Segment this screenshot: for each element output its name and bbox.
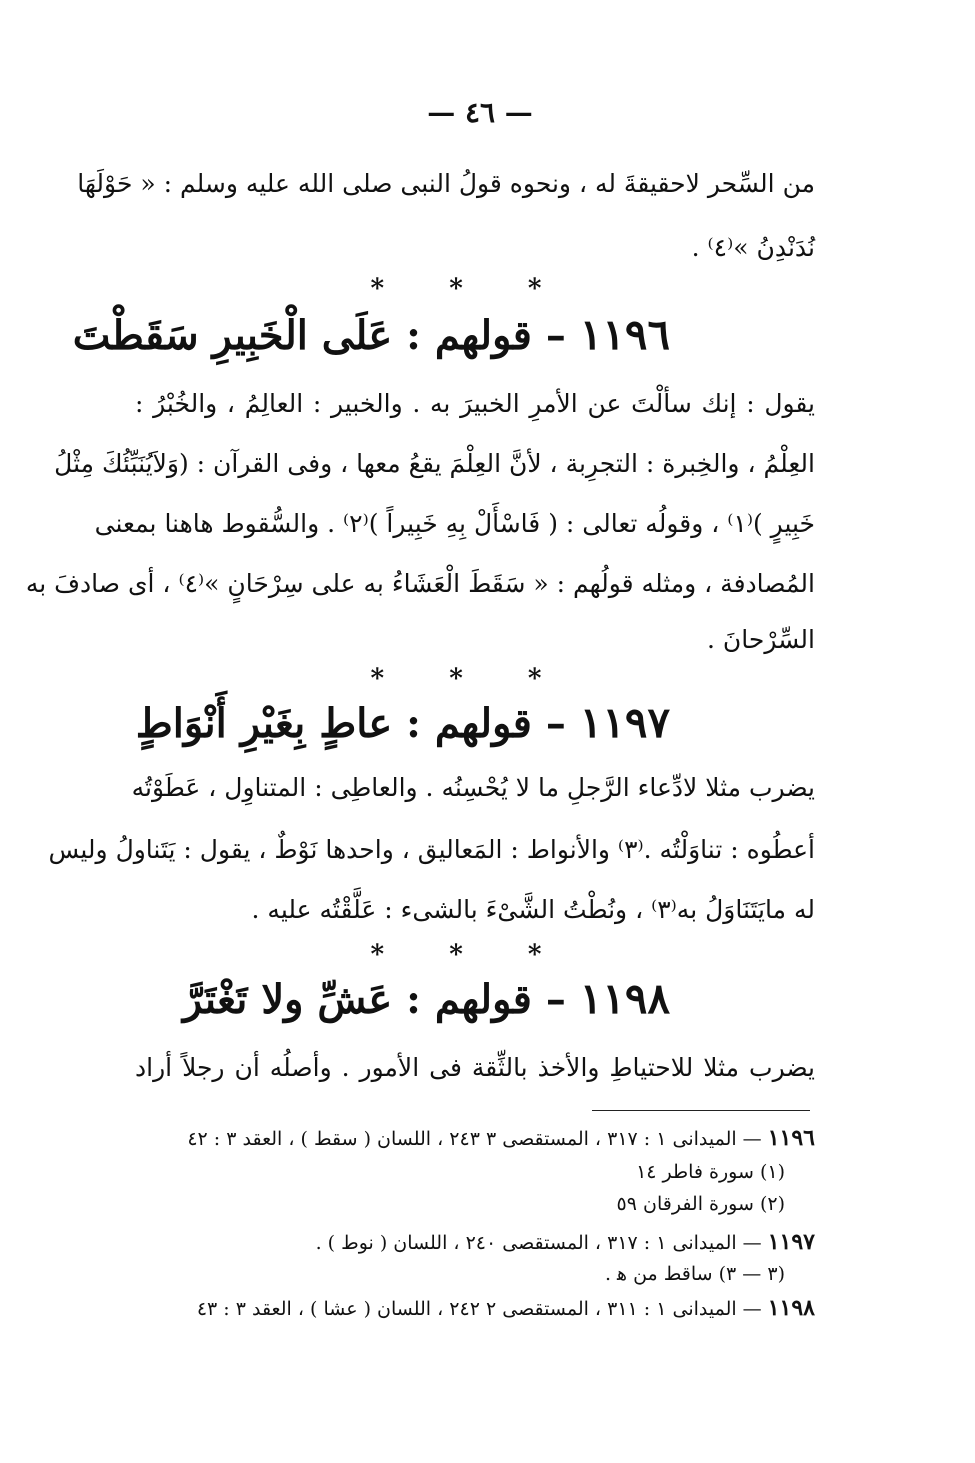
footnote-divider bbox=[592, 1110, 810, 1111]
paragraph-line: خَبِيرٍ )⁽١⁾ ، وقولُه تعالى : ( فَاسْأَلْ بِهِ خَبِيراً )⁽٢⁾ . والسُّقوط هاهنا بمعنى bbox=[94, 509, 815, 538]
entry-number: ١١٩٨ bbox=[579, 974, 670, 1023]
footnote-number: ١١٩٦ bbox=[767, 1125, 815, 1151]
entry-number: ١١٩٧ bbox=[579, 698, 670, 747]
entry-title: – قولهم : عَلَى الْخَبِيرِ سَقَطْتَ bbox=[72, 312, 566, 359]
paragraph-line: السِّرْحانَ . bbox=[707, 625, 815, 654]
intro-line-1: من السِّحر لاحقيقةَ له ، ونحوه قولُ النبى صلى الله عليه وسلم : « حَوْلَهَا bbox=[77, 169, 815, 198]
footnote-sub: (٣ — ٣) ساقط من ﻫ . bbox=[604, 1263, 785, 1285]
paragraph-line: العِلْمُ ، والخِبرة : التجرِبة ، لأنَّ العِلْمَ يقعُ معها ، وفى القرآن : (وَلاَيُنَبِّئُكَ مِثْلُ bbox=[54, 449, 815, 478]
paragraph-line: المُصادفة ، ومثله قولُهم : « سَقَطَ الْعَشَاءُ به على سِرْحَانٍ »⁽٤⁾ ، أى صادفَ به bbox=[25, 569, 815, 598]
paragraph-line: يضرب مثلا لادِّعاء الرَّجلِ ما لا يُحْسِنُه . والعاطِى : المتناوِل ، عَطَوْتُه bbox=[131, 773, 815, 802]
footnote-sub: (٢) سورة الفرقان ٥٩ bbox=[616, 1193, 785, 1215]
footnote-text: — الميدانى ١ : ٣١٧ ، المستقصى ٣ ٢٤٣ ، اللسان ( سقط ) ، العقد ٣ : ٤٢ bbox=[187, 1128, 762, 1150]
footnote-1197 bbox=[316, 1228, 815, 1257]
footnote-number: ١١٩٨ bbox=[767, 1295, 815, 1321]
entry-heading-1196 bbox=[73, 310, 670, 359]
footnote-text: — الميدانى ١ : ٣١٧ ، المستقصى ٢٤٠ ، اللسان ( نوط ) . bbox=[315, 1232, 762, 1254]
entry-title: – قولهم : عَشِّ ولا تَغْتَرَّ bbox=[182, 976, 566, 1023]
footnote-1198 bbox=[197, 1294, 815, 1323]
entry-title: – قولهم : عاطٍ بِغَيْرِ أَنْوَاطٍ bbox=[135, 700, 566, 747]
separator-stars: * * * bbox=[370, 664, 570, 694]
page-number: — ٤٦ — bbox=[427, 96, 533, 129]
paragraph-line: أعطُوه : تناوَلْتُه .⁽٣⁾ والأنواط : المَعاليق ، واحدها نَوْطٌ ، يقول : يَتَناولُ وليس bbox=[48, 835, 815, 864]
footnote-text: — الميدانى ١ : ٣١١ ، المستقصى ٢ ٢٤٢ ، اللسان ( عشا ) ، العقد ٣ : ٤٣ bbox=[196, 1298, 762, 1320]
footnote-1196 bbox=[187, 1124, 815, 1153]
separator-stars: * * * bbox=[370, 940, 570, 970]
footnote-sub: (١) سورة فاطر ١٤ bbox=[636, 1161, 785, 1183]
paragraph-line: يضرب مثلا للاحتياطِ والأخذ بالثِّقة فى الأمور . وأصلُه أن رجلاً أراد bbox=[135, 1053, 815, 1082]
intro-line-2: نُدَنْدِنُ »⁽٤⁾ . bbox=[691, 233, 815, 262]
separator-stars: * * * bbox=[370, 274, 570, 304]
entry-heading-1197 bbox=[136, 698, 670, 747]
paragraph-line: له مايَتَنَاوَلُ به⁽٣⁾ ، ونُطْتُ الشَّىْءَ بالشىء : عَلَّقْتُه عليه . bbox=[251, 895, 815, 924]
footnote-number: ١١٩٧ bbox=[767, 1229, 815, 1255]
entry-heading-1198 bbox=[183, 974, 670, 1023]
paragraph-line: يقول : إنك سألْتَ عن الأمرِ الخبيرَ به . والخبير : العالِمُ ، والخُبْرُ : bbox=[135, 389, 815, 418]
entry-number: ١١٩٦ bbox=[579, 310, 670, 359]
